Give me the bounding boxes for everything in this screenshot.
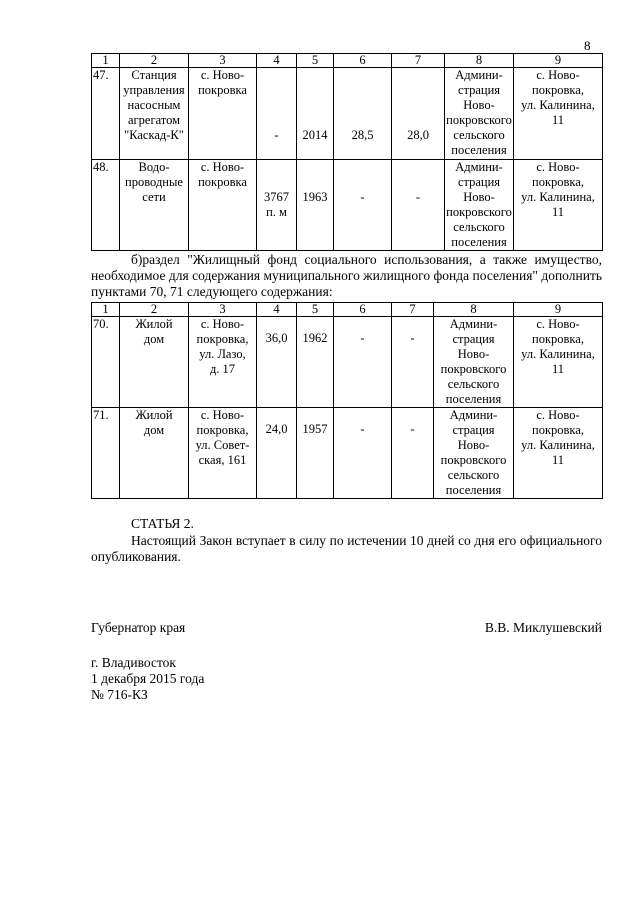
- object-holder: Админи- страция Ново- покровского сельского поселения: [446, 160, 512, 249]
- object-name: Жилой дом: [120, 317, 189, 408]
- footer-date: 1 декабря 2015 года: [91, 671, 205, 686]
- column-header: 4: [257, 303, 297, 317]
- column-header: 2: [120, 303, 189, 317]
- column-header: 8: [445, 54, 514, 68]
- column-header: 4: [257, 54, 297, 68]
- object-location: с. Ново- покровка: [189, 160, 257, 251]
- table-header-row: [92, 303, 603, 317]
- column-header: 1: [92, 54, 120, 68]
- column-header: 7: [392, 303, 434, 317]
- object-value-7: -: [392, 408, 434, 499]
- object-holder: Админи- страция Ново- покровского сельского поселения: [445, 68, 514, 160]
- column-header: 5: [297, 54, 334, 68]
- column-header: 9: [514, 303, 603, 317]
- table-row: [92, 68, 603, 160]
- row-number: 71.: [92, 408, 120, 499]
- object-value-7: -: [392, 160, 445, 251]
- object-size: 3767 п. м: [257, 160, 297, 251]
- row-number: 70.: [92, 317, 120, 408]
- object-location: с. Ново- покровка, ул. Лазо, д. 17: [189, 317, 257, 408]
- object-name: Жилой дом: [120, 408, 189, 499]
- object-value-6: -: [334, 160, 392, 251]
- column-header: 1: [92, 303, 120, 317]
- object-value-6: -: [334, 317, 392, 408]
- column-header: 6: [334, 303, 392, 317]
- object-name: Водо- проводные сети: [120, 160, 189, 251]
- column-header: 6: [334, 54, 392, 68]
- table-header-row: [92, 54, 603, 68]
- object-year: 1963: [297, 160, 334, 251]
- object-year: 1962: [297, 317, 334, 408]
- object-location: с. Ново- покровка: [189, 68, 257, 160]
- object-value-6: 28,5: [334, 68, 392, 160]
- object-year: 1957: [297, 408, 334, 499]
- object-address: с. Ново- покровка, ул. Калинина, 11: [514, 408, 603, 499]
- object-location: с. Ново- покровка, ул. Совет- ская, 161: [189, 408, 257, 499]
- object-address: с. Ново- покровка, ул. Калинина, 11: [514, 68, 603, 160]
- column-header: 5: [297, 303, 334, 317]
- object-name: Станция управления насосным агрегатом "Каскад-К": [120, 68, 189, 160]
- footer-city: г. Владивосток: [91, 655, 176, 670]
- object-area: 36,0: [257, 317, 297, 408]
- table-row: [92, 160, 603, 251]
- column-header: 7: [392, 54, 445, 68]
- column-header: 2: [120, 54, 189, 68]
- object-holder: Админи- страция Ново- покровского сельского поселения: [434, 317, 514, 408]
- column-header: 3: [189, 303, 257, 317]
- row-number: 47.: [92, 68, 120, 160]
- column-header: 8: [434, 303, 514, 317]
- object-value-7: 28,0: [392, 68, 445, 160]
- page-number: 8: [584, 38, 591, 53]
- footer-law-number: № 716-КЗ: [91, 687, 148, 702]
- property-table-2: [91, 302, 603, 499]
- article-paragraph: Настоящий Закон вступает в силу по истечении 10 дней со дня его официального опубликования.: [91, 533, 602, 564]
- object-year: 2014: [297, 68, 334, 160]
- property-table-1: [91, 53, 603, 251]
- object-address: с. Ново- покровка, ул. Калинина, 11: [514, 160, 603, 251]
- column-header: 9: [514, 54, 603, 68]
- article-heading: СТАТЬЯ 2.: [131, 516, 194, 531]
- object-value-7: -: [392, 317, 434, 408]
- table-row: [92, 408, 603, 499]
- object-address: с. Ново- покровка, ул. Калинина, 11: [514, 317, 603, 408]
- table-row: [92, 317, 603, 408]
- object-value-6: -: [334, 408, 392, 499]
- object-holder: Админи- страция Ново- покровского сельского поселения: [434, 408, 514, 499]
- row-number: 48.: [92, 160, 120, 251]
- section-b-paragraph: б)раздел "Жилищный фонд социального использования, а также имущество, необходимое для содержания муниципального жилищного фонда поселения" дополнить пунктами 70, 71 следующего содержания:: [91, 252, 602, 299]
- signature-name: В.В. Миклушевский: [484, 620, 602, 635]
- object-area: 24,0: [257, 408, 297, 499]
- signature-title: Губернатор края: [91, 620, 186, 635]
- column-header: 3: [189, 54, 257, 68]
- object-size: -: [257, 68, 297, 160]
